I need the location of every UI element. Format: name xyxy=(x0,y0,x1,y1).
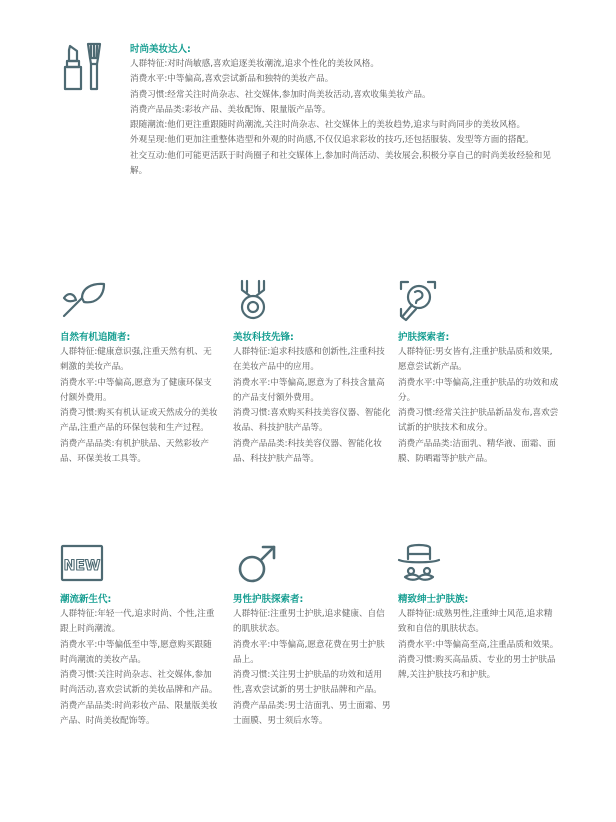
paragraph: 人群特征:成熟男性,注重绅士风范,追求精致和自信的肌肤状态。 xyxy=(398,609,553,635)
paragraph: 消费习惯:经常关注时尚杂志、社交媒体,参加时尚美妆活动,喜欢收集美妆产品。 xyxy=(130,89,431,100)
section-title: 时尚美妆达人: xyxy=(130,44,191,55)
trend-section xyxy=(60,592,220,729)
medal-icon xyxy=(236,278,270,322)
section-title: 自然有机追随者: xyxy=(60,332,131,343)
male-symbol-icon xyxy=(236,543,278,585)
paragraph: 消费水平:中等偏高,愿意花费在男士护肤品上。 xyxy=(233,639,385,665)
paragraph: 消费产品品类:洁面乳、精华液、面霜、面膜、防晒霜等护肤产品。 xyxy=(398,438,556,465)
paragraph: 消费习惯:关注时尚杂志、社交媒体,参加时尚活动,喜欢尝试新的美妆品牌和产品。 xyxy=(60,670,218,696)
svg-text:NEW: NEW xyxy=(63,558,101,574)
skincare-section xyxy=(398,330,560,467)
paragraph: 消费水平:中等偏高至高,注重品质和效果。 xyxy=(398,639,559,650)
new-badge-icon xyxy=(60,544,104,582)
paragraph: 消费习惯:经常关注护肤品新品发布,喜欢尝试新的护肤技术和成分。 xyxy=(398,408,559,434)
natural-section xyxy=(60,330,220,467)
paragraph: 消费产品品类:时尚彩妆产品、限量版美妆产品、时尚美妆配饰等。 xyxy=(60,700,218,727)
paragraph: 人群特征:年轻一代,追求时尚、个性,注重跟上时尚潮流。 xyxy=(60,609,215,635)
paragraph: 人群特征:对时尚敏感,喜欢追逐美妆潮流,追求个性化的美妆风格。 xyxy=(130,59,379,69)
paragraph: 消费产品品类:男士洁面乳、男士面霜、男士面膜、男士须后水等。 xyxy=(233,700,391,727)
section-title: 美妆科技先锋: xyxy=(233,332,294,343)
paragraph: 消费习惯:购买高品质、专业的男士护肤品牌,关注护肤技巧和护肤。 xyxy=(398,654,556,681)
paragraph: 消费水平:中等偏高,喜欢尝试新品和独特的美妆产品。 xyxy=(130,74,334,85)
paragraph: 人群特征:健康意识强,注重天然有机、无刺激的美妆产品。 xyxy=(60,347,212,373)
section-title: 精致绅士护肤族: xyxy=(398,594,469,605)
section-title: 护肤探索者: xyxy=(398,332,450,343)
paragraph: 消费产品品类:彩妆产品、美妆配饰、限量版产品等。 xyxy=(130,104,331,115)
lipstick-brush-icon xyxy=(58,40,110,92)
gentleman-section xyxy=(398,592,560,683)
section-title: 潮流新生代: xyxy=(60,594,112,605)
leaf-icon xyxy=(60,280,108,320)
paragraph: 消费产品品类:有机护肤品、天然彩妆产品、环保美妆工具等。 xyxy=(60,438,209,465)
paragraph: 消费水平:中等偏高,愿意为了科技含量高的产品支付额外费用。 xyxy=(233,377,385,403)
paragraph: 消费习惯:喜欢购买科技美容仪器、智能化妆品、科技护肤产品等。 xyxy=(233,408,391,434)
paragraph: 消费习惯:购买有机认证或天然成分的美妆产品,注重产品的环保包装和生产过程。 xyxy=(60,408,218,434)
paragraph: 社交互动:他们可能更活跃于时尚圈子和社交媒体上,参加时尚活动、美妆展会,积极分享自己的时尚美妆经验和见解。 xyxy=(130,150,551,177)
gentleman-hat-mustache-icon xyxy=(396,541,442,583)
tech-section xyxy=(233,330,391,467)
paragraph: 外观呈现:他们更加注重整体造型和外观的时尚感,不仅仅追求彩妆的技巧,还包括服装、发型等方面的搭配。 xyxy=(130,135,534,146)
paragraph: 消费水平:中等偏高,愿意为了健康环保支付额外费用。 xyxy=(60,377,212,403)
paragraph: 消费水平:中等偏高,注重护肤品的功效和成分。 xyxy=(398,377,559,403)
paragraph: 跟随潮流:他们更注重跟随时尚潮流,关注时尚杂志、社交媒体上的美妆趋势,追求与时尚同步的美妆风格。 xyxy=(130,120,526,131)
paragraph: 消费习惯:关注男士护肤品的功效和适用性,喜欢尝试新的男士护肤品牌和产品。 xyxy=(233,670,382,696)
paragraph: 人群特征:追求科技感和创新性,注重科技在美妆产品中的应用。 xyxy=(233,347,385,373)
paragraph: 消费水平:中等偏低至中等,愿意购买跟随时尚潮流的美妆产品。 xyxy=(60,639,212,665)
paragraph: 人群特征:男女皆有,注重护肤品质和效果,愿意尝试新产品。 xyxy=(398,347,553,373)
section-title: 男性护肤探索者: xyxy=(233,594,304,605)
magnifier-icon xyxy=(398,279,442,323)
paragraph: 人群特征:注重男士护肤,追求健康、自信的肌肤状态。 xyxy=(233,609,385,635)
male-section xyxy=(233,592,391,729)
fashion-section xyxy=(130,42,560,179)
paragraph: 消费产品品类:科技美容仪器、智能化妆品、科技护肤产品等。 xyxy=(233,438,382,465)
